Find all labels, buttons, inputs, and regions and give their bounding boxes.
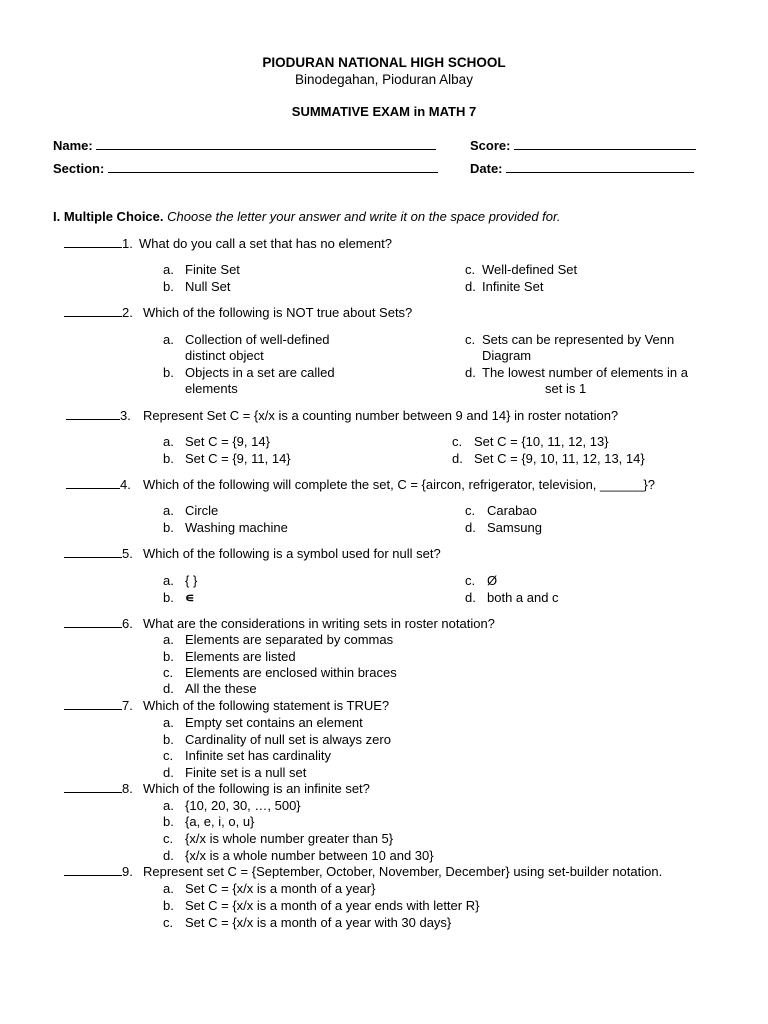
question-5-text: Which of the following is a symbol used for null set? <box>143 546 441 561</box>
q2-option-c-cont: Diagram <box>482 348 532 363</box>
date-line[interactable] <box>506 160 694 173</box>
question-1-answer[interactable]: 1. <box>64 236 133 251</box>
q8-option-d: d. {x/x is a whole number between 10 and 30} <box>163 848 434 863</box>
question-9-answer[interactable]: 9. <box>64 864 133 879</box>
q6-option-a: a. Elements are separated by commas <box>163 632 394 647</box>
q5-option-b: b. ∊ <box>163 590 195 605</box>
q2-option-c: c. Sets can be represented by Venn <box>465 332 675 347</box>
q8-option-a: a. {10, 20, 30, …, 500} <box>163 798 301 813</box>
q3-option-c: c. Set C = {10, 11, 12, 13} <box>452 434 609 449</box>
q6-option-c: c. Elements are enclosed within braces <box>163 665 397 680</box>
school-address: Binodegahan, Pioduran Albay <box>295 72 473 87</box>
question-6-answer[interactable]: 6. <box>64 616 133 631</box>
q9-option-b: b. Set C = {x/x is a month of a year ends with letter R} <box>163 898 480 913</box>
name-line[interactable] <box>96 137 436 150</box>
question-4-answer[interactable]: 4. <box>66 477 131 492</box>
q4-option-b: b. Washing machine <box>163 520 288 535</box>
date-field <box>470 160 694 176</box>
section-label: Section: <box>53 161 105 176</box>
q4-option-a: a. Circle <box>163 503 219 518</box>
name-field <box>53 137 436 153</box>
q3-option-d: d. Set C = {9, 10, 11, 12, 13, 14} <box>452 451 645 466</box>
question-7-text: Which of the following statement is TRUE? <box>143 698 390 713</box>
name-label: Name: <box>53 138 93 153</box>
instructions-text: Choose the letter your answer and write it on the space provided for. <box>167 209 561 224</box>
question-3-text: Represent Set C = {x/x is a counting number between 9 and 14} in roster notation? <box>143 408 619 423</box>
q2-option-a: a. Collection of well-defined <box>163 332 330 347</box>
score-label: Score: <box>470 138 511 153</box>
q5-option-d: d. both a and c <box>465 590 559 605</box>
score-field <box>470 137 696 153</box>
q9-option-c: c. Set C = {x/x is a month of a year with 30 days} <box>163 915 452 930</box>
section-line[interactable] <box>108 160 438 173</box>
question-4-text: Which of the following will complete the set, C = {aircon, refrigerator, television, ______}? <box>143 477 655 492</box>
q3-option-b: b. Set C = {9, 11, 14} <box>163 451 291 466</box>
q3-option-a: a. Set C = {9, 14} <box>163 434 270 449</box>
q2-option-a-cont: distinct object <box>185 348 264 363</box>
question-2-answer[interactable]: 2. <box>64 305 133 320</box>
date-label: Date: <box>470 161 503 176</box>
school-name: PIODURAN NATIONAL HIGH SCHOOL <box>262 55 506 70</box>
question-3-answer[interactable]: 3. <box>66 408 131 423</box>
q6-option-d: d. All the these <box>163 681 257 696</box>
q1-option-a: a. Finite Set <box>163 262 240 277</box>
q5-option-c: c. Ø <box>465 573 498 588</box>
question-7-answer[interactable]: 7. <box>64 698 133 713</box>
q7-option-c: c. Infinite set has cardinality <box>163 748 331 763</box>
q1-option-c: c. Well-defined Set <box>465 262 578 277</box>
score-line[interactable] <box>514 137 696 150</box>
q7-option-b: b. Cardinality of null set is always zero <box>163 732 391 747</box>
q8-option-c: c. {x/x is whole number greater than 5} <box>163 831 394 846</box>
q6-option-b: b. Elements are listed <box>163 649 296 664</box>
q9-option-a: a. Set C = {x/x is a month of a year} <box>163 881 376 896</box>
exam-title: SUMMATIVE EXAM in MATH 7 <box>291 104 477 119</box>
q2-option-d-cont: set is 1 <box>545 381 587 396</box>
question-1-text: What do you call a set that has no element? <box>139 236 392 251</box>
q1-option-b: b. Null Set <box>163 279 231 294</box>
q2-option-b: b. Objects in a set are called <box>163 365 335 380</box>
section-field <box>53 160 438 176</box>
q7-option-d: d. Finite set is a null set <box>163 765 307 780</box>
q5-option-a: a. { } <box>163 573 198 588</box>
q1-option-d: d. Infinite Set <box>465 279 544 294</box>
question-9-text: Represent set C = {September, October, November, December} using set-builder notation. <box>143 864 663 879</box>
question-8-text: Which of the following is an infinite set? <box>143 781 370 796</box>
instructions-label: I. Multiple Choice. <box>53 209 164 224</box>
q7-option-a: a. Empty set contains an element <box>163 715 363 730</box>
instructions <box>53 209 561 224</box>
q4-option-c: c. Carabao <box>465 503 537 518</box>
question-5-answer[interactable]: 5. <box>64 546 133 561</box>
question-8-answer[interactable]: 8. <box>64 781 133 796</box>
q4-option-d: d. Samsung <box>465 520 542 535</box>
question-2-text: Which of the following is NOT true about Sets? <box>143 305 413 320</box>
q2-option-b-cont: elements <box>185 381 238 396</box>
question-6-text: What are the considerations in writing sets in roster notation? <box>143 616 495 631</box>
q8-option-b: b. {a, e, i, o, u} <box>163 814 255 829</box>
q2-option-d: d. The lowest number of elements in a <box>465 365 688 380</box>
